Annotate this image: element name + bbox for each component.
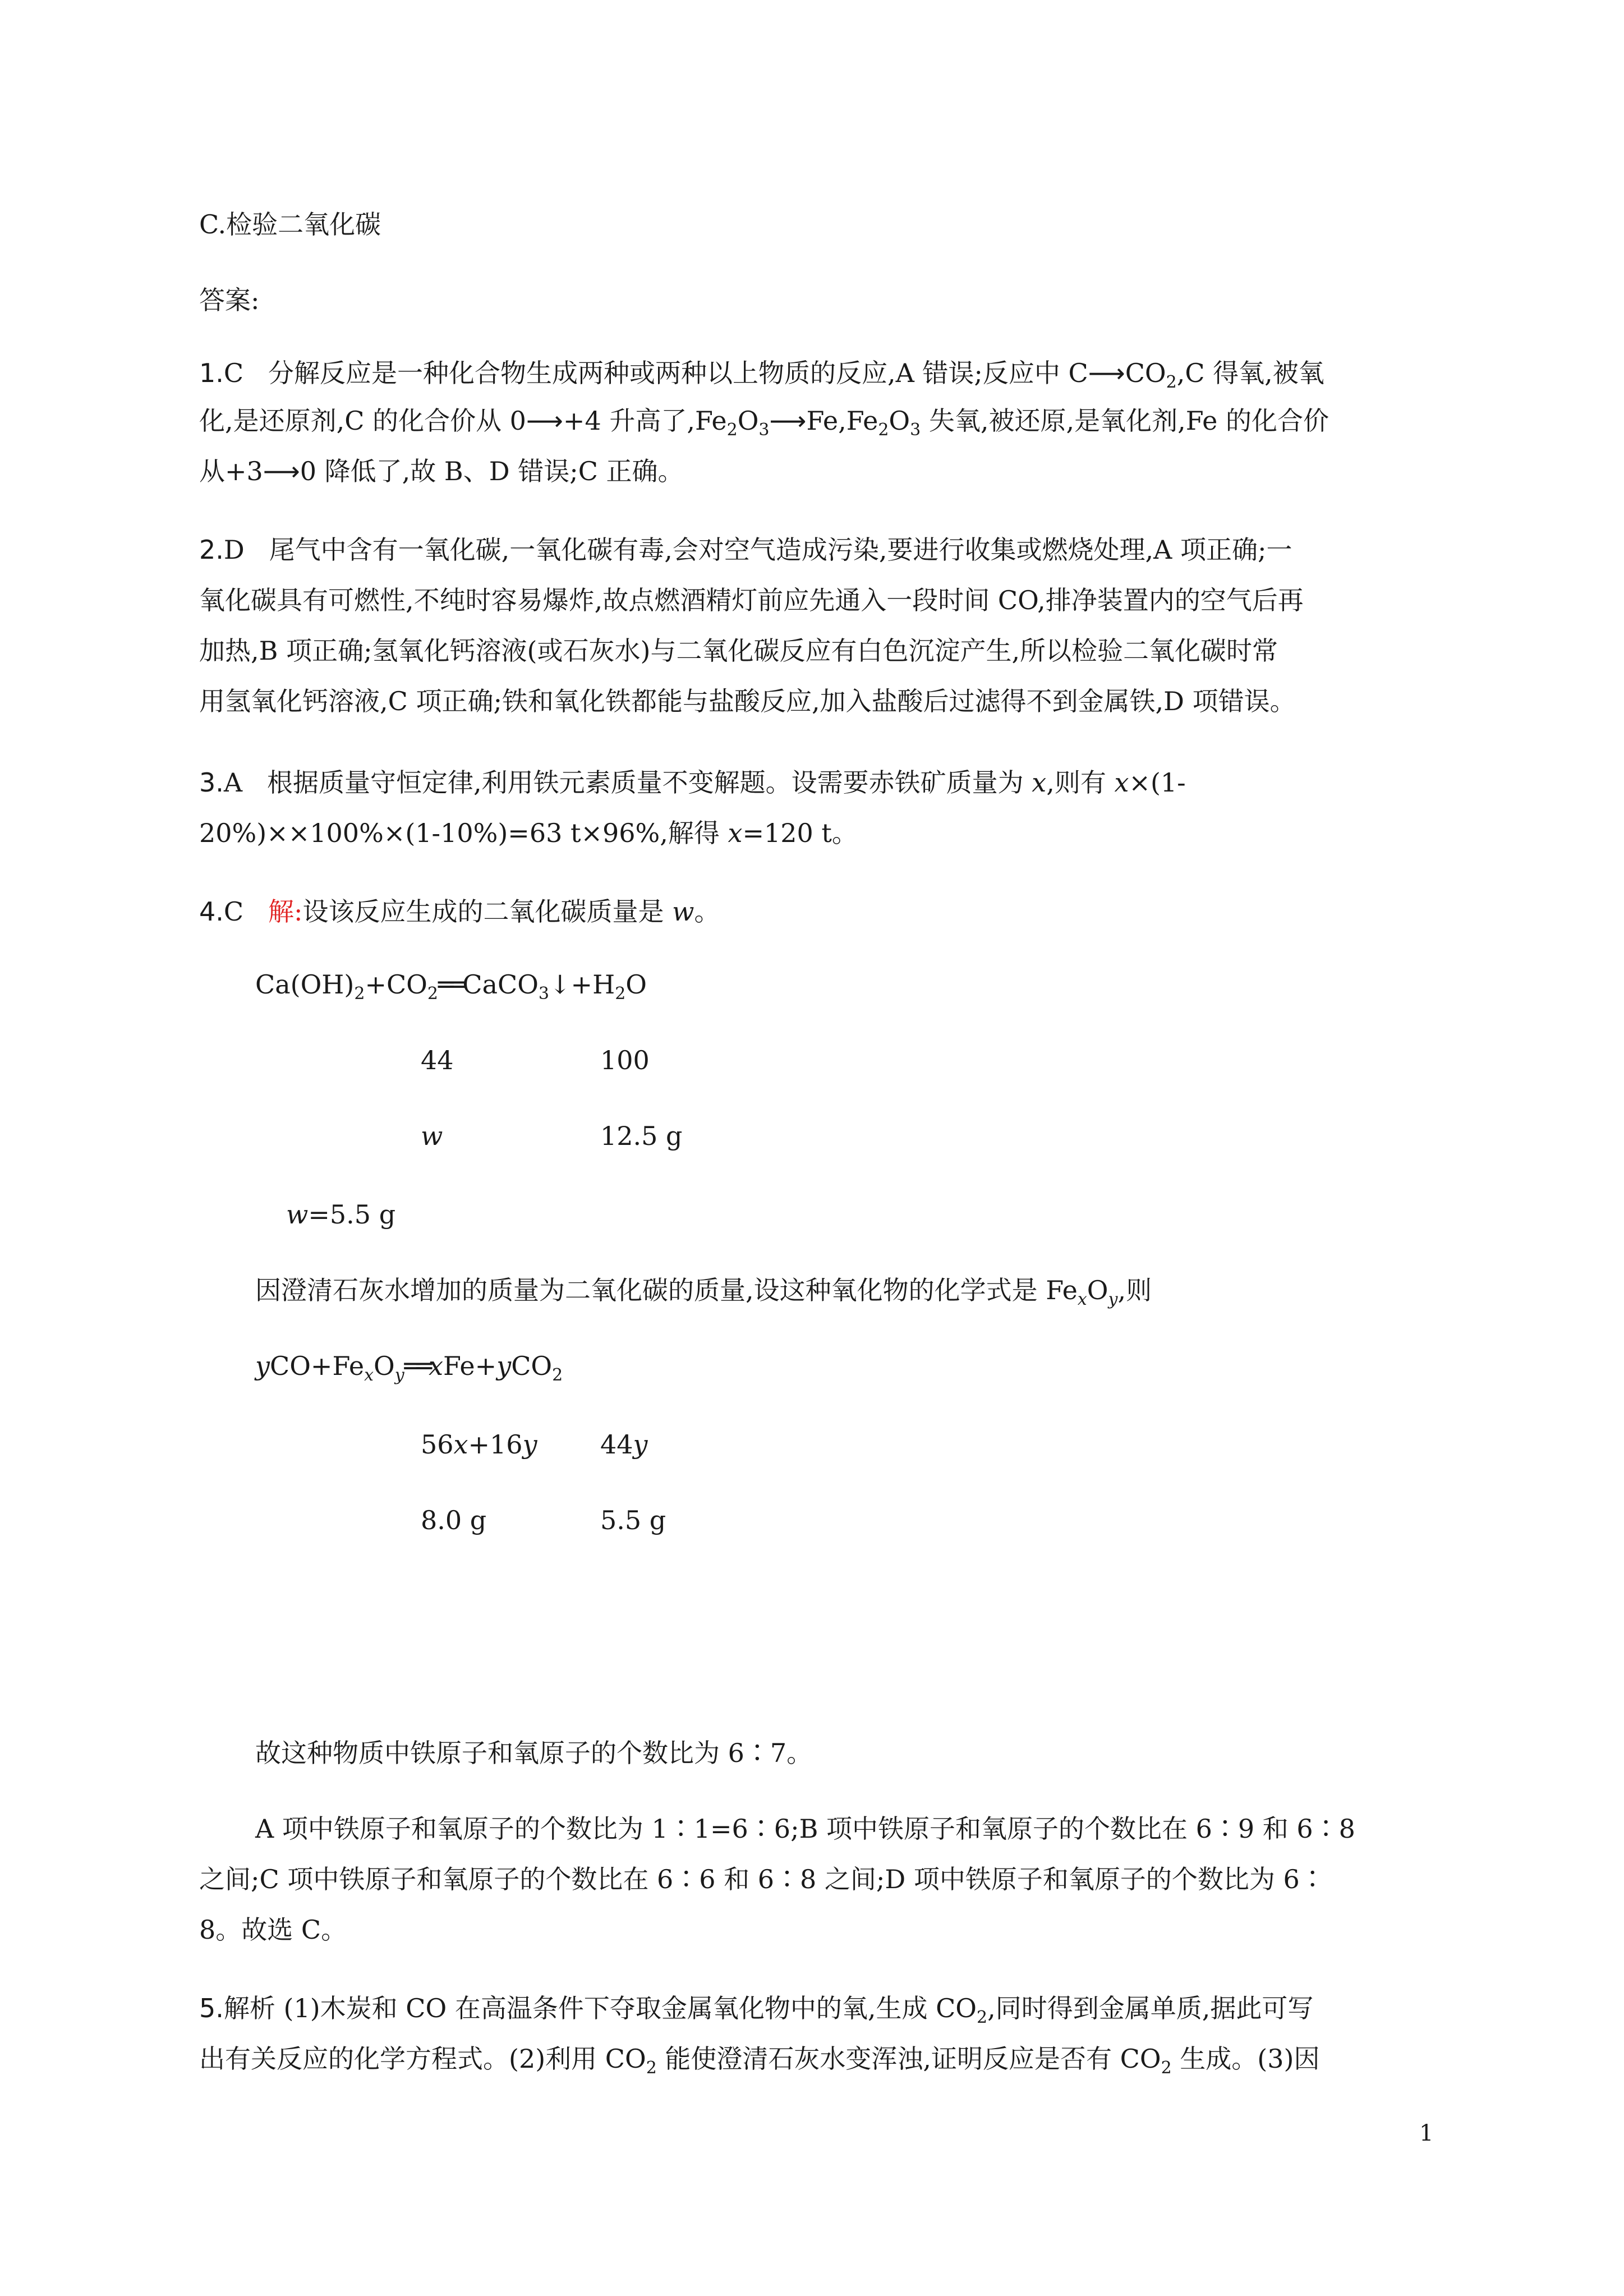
q3-line-2: 20%)××100%×(1-10%)=63 t×96%,解得 x=120 t。 (199, 818, 858, 848)
q1-line-2: 化,是还原剂,C 的化合价从 0⟶+4 升高了$,Fe_2O_3⟶Fe,Fe_2O_3$ 失氧,被还原,是氧化剂,Fe 的化合价 (199, 404, 1329, 438)
q4-p2-line-3: 8。故选 C。 (199, 1915, 347, 1945)
q2-answer: D (223, 535, 245, 565)
q3-line-1: 3.A 根据质量守恒定律,利用铁元素质量不变解题。设需要赤铁矿质量为 x,则有 x×(1- (199, 767, 1186, 798)
q1-number: 1. (199, 358, 224, 388)
q4-line-1: 4.C 解:设该反应生成的二氧化碳质量是 w。 (199, 896, 720, 927)
q1-answer: C (223, 358, 244, 388)
ratio-row-2-left: w (421, 1121, 443, 1151)
q5-line-1: 5.解析 (1)木炭和 CO 在高温条件下夺取金属氧化物中的氧,生成 $CO_2$,同时得到金属单质,据此可写 (199, 1993, 1314, 2028)
q4-paragraph: 因澄清石灰水增加的质量为二氧化碳的质量,设这种氧化物的化学式是 $Fe_xO_y$,则 (255, 1275, 1152, 1310)
page-number: 1 (1419, 2120, 1434, 2146)
equation-1: $Ca(OH)_2+CO_2══CaCO_3↓+H_2O$ (255, 969, 647, 1004)
answers-label: 答案: (199, 285, 260, 315)
q2-number: 2. (199, 535, 224, 565)
q1-line-3: 从+3⟶0 降低了,故 B、D 错误;C 正确。 (199, 454, 684, 488)
w-result: w=5.5 g (286, 1199, 396, 1230)
ratio-row-3-right: 44y (600, 1429, 648, 1460)
q4-answer: C (223, 896, 244, 927)
q1-line-1: 1.C 分解反应是一种化合物生成两种或两种以上物质的反应,A 错误;反应中 $C⟶CO_2,C$ 得氧,被氧 (199, 356, 1324, 390)
ratio-row-4-right: 5.5 g (600, 1505, 666, 1535)
q5-label: 解析 (223, 1993, 275, 2023)
solution-label: 解: (268, 896, 303, 927)
ratio-row-1-left: 44 (421, 1045, 454, 1075)
q3-answer: A (223, 767, 243, 798)
q4-p2-line-2: 之间;C 项中铁原子和氧原子的个数比在 6∶6 和 6∶8 之间;D 项中铁原子和氧原子的个数比为 6∶ (199, 1864, 1326, 1894)
ratio-row-4-left: 8.0 g (421, 1505, 487, 1535)
q4-conclusion: 故这种物质中铁原子和氧原子的个数比为 6∶7。 (255, 1738, 813, 1768)
reaction-arrow: ⟶ (263, 456, 300, 486)
q4-p2-line-1: A 项中铁原子和氧原子的个数比为 1∶1=6∶6;B 项中铁原子和氧原子的个数比在 6∶9 和 6∶8 (255, 1814, 1355, 1844)
ratio-row-2-right: 12.5 g (600, 1121, 683, 1151)
q3-number: 3. (199, 767, 224, 798)
q5-line-2: 出有关反应的化学方程式。(2)利用 $CO_2$ 能使澄清石灰水变浑浊,证明反应是否有 $CO_2$ 生成。(3)因 (199, 2044, 1320, 2078)
q2-line-3: 加热,B 项正确;氢氧化钙溶液(或石灰水)与二氧化碳反应有白色沉淀产生,所以检验二氧化碳时常 (199, 636, 1278, 666)
equation-2: $yCO+Fe_xO_y══xFe+yCO_2$ (255, 1351, 563, 1386)
q2-line-2: 氧化碳具有可燃性,不纯时容易爆炸,故点燃酒精灯前应先通入一段时间 CO,排净装置内的空气后再 (199, 585, 1304, 615)
q4-number: 4. (199, 896, 224, 927)
q2-line-1: 2.D 尾气中含有一氧化碳,一氧化碳有毒,会对空气造成污染,要进行收集或燃烧处理,A 项正确;一 (199, 535, 1292, 565)
q5-number: 5. (199, 1993, 224, 2023)
ratio-row-3-left: 56x+16y (421, 1429, 537, 1460)
reaction-arrow: ⟶ (1088, 358, 1125, 388)
reaction-arrow: ⟶ (526, 406, 563, 436)
option-c-line: C.检验二氧化碳 (199, 209, 381, 240)
reaction-arrow: ⟶ (769, 406, 807, 436)
q2-line-4: 用氢氧化钙溶液,C 项正确;铁和氧化铁都能与盐酸反应,加入盐酸后过滤得不到金属铁,D 项错误。 (199, 686, 1296, 716)
ratio-row-1-right: 100 (600, 1045, 650, 1075)
